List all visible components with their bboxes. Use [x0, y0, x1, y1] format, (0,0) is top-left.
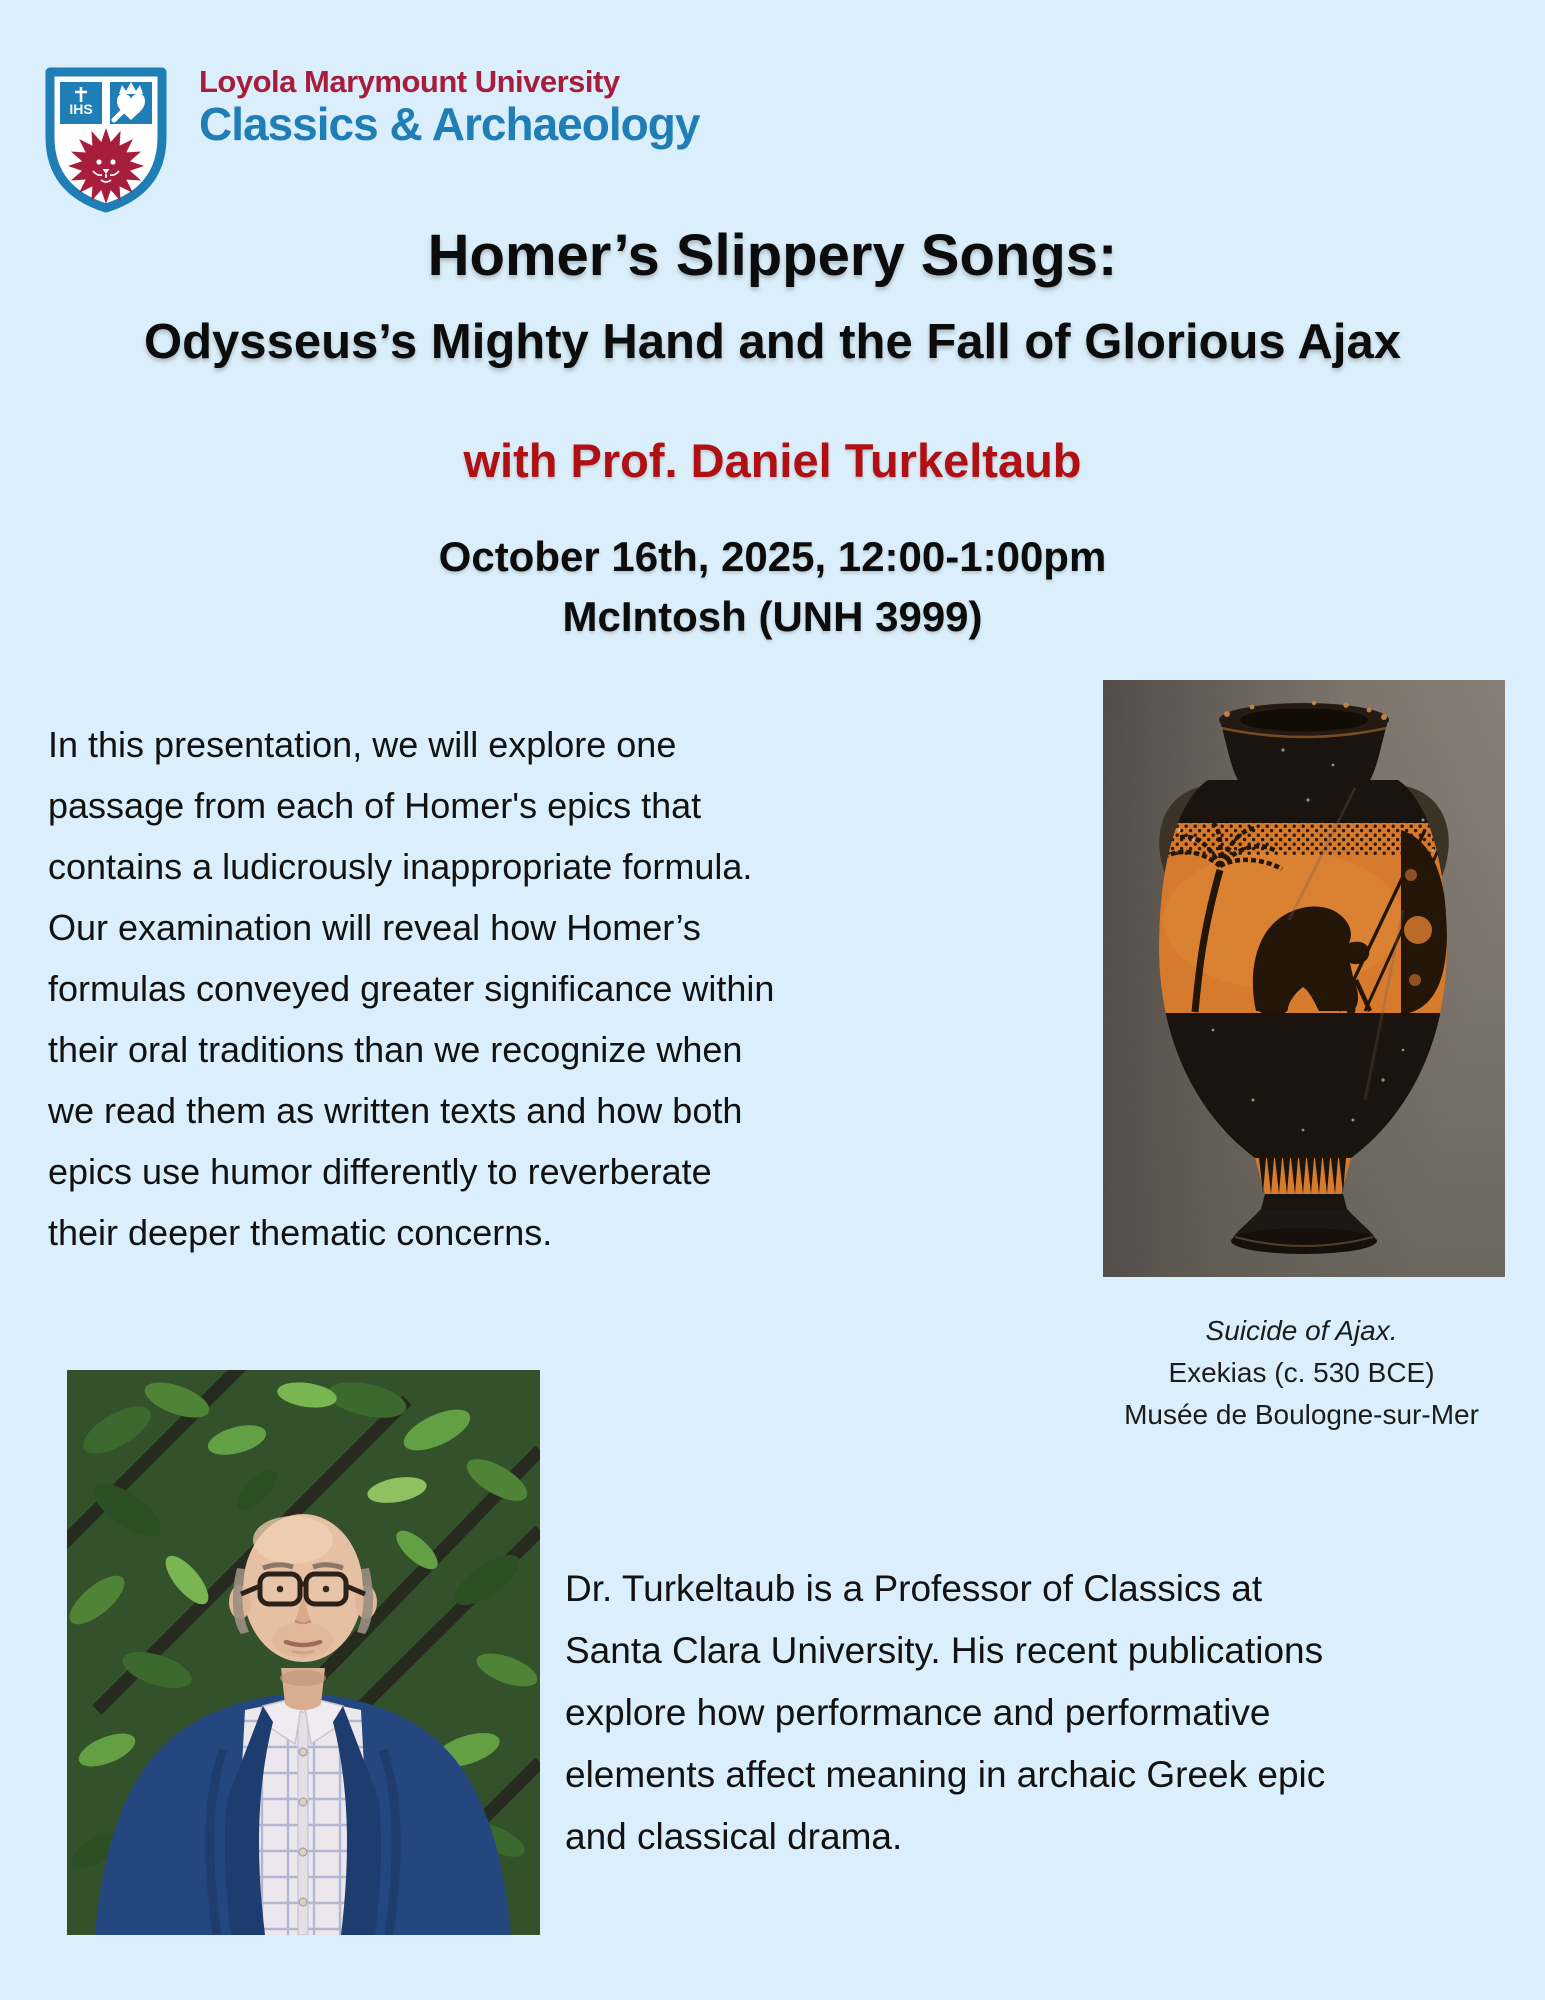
- artwork-museum: Musée de Boulogne-sur-Mer: [1124, 1399, 1479, 1430]
- bio-line: elements affect meaning in archaic Greek epic: [565, 1754, 1326, 1795]
- university-name: Loyola Marymount University: [199, 64, 620, 99]
- professor-portrait-photo: [67, 1370, 540, 1935]
- svg-text:IHS: IHS: [69, 101, 93, 117]
- abstract-line: Our examination will reveal how Homer’s: [48, 907, 701, 948]
- bio-line: and classical drama.: [565, 1816, 903, 1857]
- black-figure-amphora-photo: [1103, 680, 1505, 1277]
- speaker-line: with Prof. Daniel Turkeltaub: [463, 434, 1082, 487]
- abstract-paragraph: [48, 714, 868, 1263]
- event-title: Homer’s Slippery Songs:: [427, 223, 1118, 288]
- event-datetime: October 16th, 2025, 12:00-1:00pm: [438, 533, 1107, 580]
- abstract-line: epics use humor differently to reverberate: [48, 1151, 712, 1192]
- abstract-line: contains a ludicrously inappropriate formula.: [48, 846, 753, 887]
- abstract-line: In this presentation, we will explore one: [48, 724, 677, 765]
- lmu-wordmark: [199, 64, 700, 150]
- abstract-line: their deeper thematic concerns.: [48, 1212, 553, 1253]
- event-subtitle: Odysseus’s Mighty Hand and the Fall of Glorious Ajax: [144, 315, 1401, 369]
- event-location: McIntosh (UNH 3999): [562, 593, 983, 640]
- bio-line: Dr. Turkeltaub is a Professor of Classics at: [565, 1568, 1263, 1609]
- bio-line: Santa Clara University. His recent publications: [565, 1630, 1324, 1671]
- artwork-caption: [1058, 1310, 1545, 1436]
- bio-line: explore how performance and performative: [565, 1692, 1271, 1733]
- lmu-shield-icon: [45, 67, 167, 213]
- artwork-title: Suicide of Ajax.: [1205, 1315, 1398, 1346]
- artwork-artist: Exekias (c. 530 BCE): [1168, 1357, 1435, 1388]
- abstract-line: passage from each of Homer's epics that: [48, 785, 702, 826]
- abstract-line: formulas conveyed greater significance within: [48, 968, 775, 1009]
- department-name: Classics & Archaeology: [199, 98, 700, 150]
- speaker-bio: [565, 1558, 1525, 1868]
- abstract-line: we read them as written texts and how both: [48, 1090, 743, 1131]
- abstract-line: their oral traditions than we recognize when: [48, 1029, 743, 1070]
